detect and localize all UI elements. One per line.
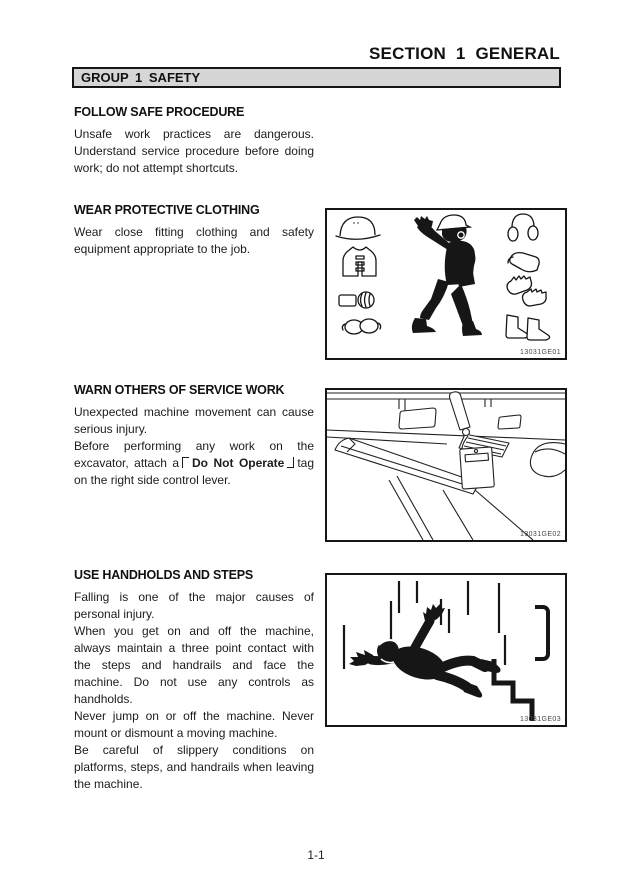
falling-person-illustration (327, 575, 565, 725)
gloves-icon (507, 276, 546, 306)
falling-person-figure (349, 604, 501, 698)
figure-caption: 13031GE03 (520, 716, 561, 723)
ear-muffs-icon (508, 214, 538, 241)
tag-sentence-prefix: Before performing any work on the excavator, attach a (74, 439, 314, 470)
handrail (535, 607, 548, 659)
section-paragraph: When you get on and off the machine, always maintain a three point contact with the steps and handrails and face the machine. Do not use any controls as handholds. (74, 624, 314, 706)
close-corner-bracket (287, 457, 294, 468)
section-follow-safe-procedure (74, 105, 314, 177)
protective-clothing-illustration (327, 210, 565, 358)
section-heading: FOLLOW SAFE PROCEDURE (74, 105, 245, 119)
do-not-operate-label: Do Not Operate (192, 456, 285, 470)
section-paragraph: Unexpected machine movement can cause serious injury. (74, 405, 314, 436)
section-warn-others-of-service-work (74, 383, 314, 489)
section-title: SECTION 1 GENERAL (369, 44, 560, 63)
control-lever-tag-illustration (327, 390, 565, 540)
figure-do-not-operate-tag (325, 388, 567, 542)
ear-plugs-icon (339, 292, 374, 308)
tag-sentence-suffix: tag on the right side control lever. (74, 456, 314, 487)
open-corner-bracket (182, 457, 189, 468)
section-paragraph: Never jump on or off the machine. Never mount or dismount a moving machine. (74, 709, 314, 740)
section-paragraph: Wear close fitting clothing and safety equipment appropriate to the job. (74, 225, 314, 256)
section-wear-protective-clothing (74, 203, 314, 258)
console-tray (399, 408, 436, 429)
section-heading: WEAR PROTECTIVE CLOTHING (74, 203, 260, 217)
page-number: 1-1 (307, 848, 325, 862)
figure-falling-person (325, 573, 567, 727)
section-use-handholds-and-steps (74, 568, 314, 793)
section-paragraph: Be careful of slippery conditions on platforms, steps, and handrails when leaving the machine. (74, 743, 314, 791)
section-heading: USE HANDHOLDS AND STEPS (74, 568, 253, 582)
figure-caption: 13031GE02 (520, 531, 561, 538)
seat-cushion (530, 443, 565, 477)
figure-protective-clothing (325, 208, 567, 360)
section-paragraph: Unsafe work practices are dangerous. Understand service procedure before doing work; do not attempt shortcuts. (74, 127, 314, 175)
safety-vest-icon (343, 247, 376, 276)
respirator-icon (508, 253, 539, 272)
cab-ceiling-lines (327, 393, 565, 399)
section-heading: WARN OTHERS OF SERVICE WORK (74, 383, 285, 397)
control-lever (450, 392, 471, 436)
hard-hat-icon (336, 217, 380, 239)
group-title-bar (72, 67, 561, 88)
armrest-beam (335, 438, 479, 494)
group-title: GROUP 1 SAFETY (81, 70, 201, 85)
figure-caption: 13031GE01 (520, 349, 561, 356)
section-paragraph (74, 438, 314, 489)
section-paragraph: Falling is one of the major causes of personal injury. (74, 590, 314, 621)
worker-figure (412, 215, 482, 336)
goggles-icon (342, 319, 380, 334)
boots-icon (506, 315, 550, 340)
